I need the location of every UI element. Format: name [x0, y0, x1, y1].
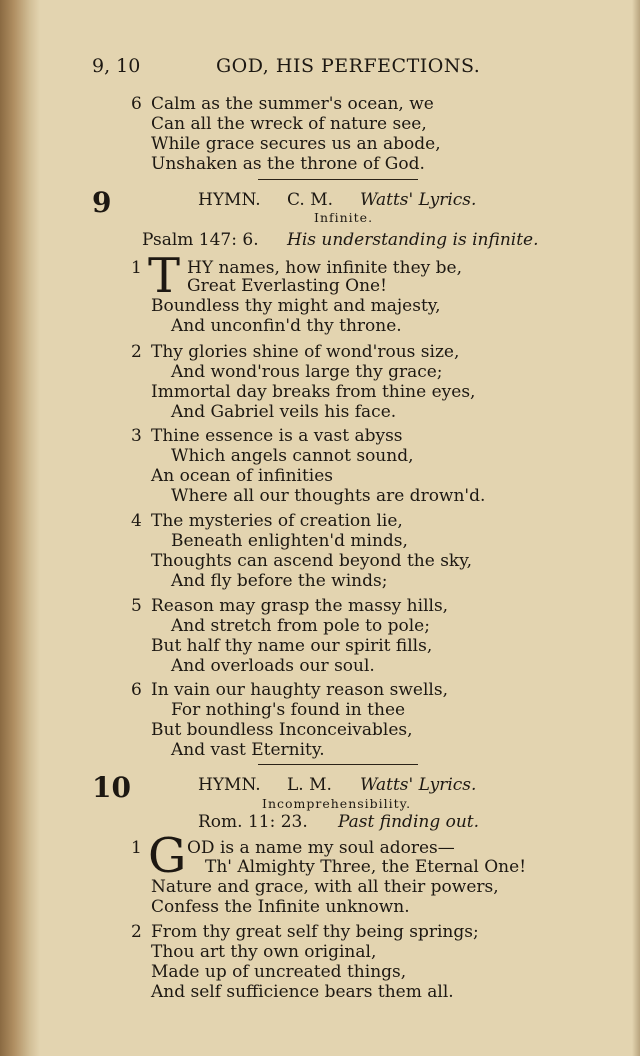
hymn-meter: C. M.: [287, 190, 334, 210]
scripture-text: Past finding out.: [338, 812, 480, 832]
page-numbers: 9, 10: [92, 55, 141, 77]
verse-number: 4: [131, 511, 142, 531]
verse-line: Nature and grace, with all their powers,: [151, 877, 499, 897]
verse-line: Unshaken as the throne of God.: [151, 154, 425, 174]
verse-number: 3: [131, 426, 142, 446]
verse-number: 6: [131, 94, 142, 114]
hymn-topic: Infinite.: [314, 210, 374, 225]
verse-line: But half thy name our spirit fills,: [151, 636, 433, 656]
verse-line: And unconfin'd thy throne.: [171, 316, 402, 336]
verse-number: 1: [131, 258, 142, 278]
verse-line: And self sufficience bears them all.: [151, 982, 454, 1002]
verse-line: Confess the Infinite unknown.: [151, 897, 410, 917]
hymn-topic: Incomprehensibility.: [262, 796, 412, 811]
verse-line: Thou art thy own original,: [151, 942, 377, 962]
drop-cap: T: [148, 248, 181, 304]
verse-line: But boundless Inconceivables,: [151, 720, 413, 740]
verse-line: Made up of uncreated things,: [151, 962, 407, 982]
verse-number: 6: [131, 680, 142, 700]
verse-line: From thy great self thy being springs;: [151, 922, 479, 942]
drop-cap: G: [148, 828, 187, 884]
verse-line: Which angels cannot sound,: [171, 446, 414, 466]
hymn-label: HYMN.: [198, 775, 261, 795]
verse-line: An ocean of infinities: [151, 466, 334, 486]
verse-line: OD is a name my soul adores—: [187, 838, 455, 858]
verse-line: HY names, how infinite they be,: [187, 258, 462, 278]
verse-line: And Gabriel veils his face.: [171, 402, 397, 422]
verse-line: And vast Eternity.: [171, 740, 325, 760]
hymn-source: Watts' Lyrics.: [360, 190, 477, 210]
hymn-number: 10: [92, 771, 131, 804]
verse-line: Boundless thy might and majesty,: [151, 296, 441, 316]
hymn-source: Watts' Lyrics.: [360, 775, 477, 795]
verse-line: And stretch from pole to pole;: [171, 616, 430, 636]
section-divider: [258, 179, 418, 180]
verse-number: 5: [131, 596, 142, 616]
verse-line: While grace secures us an abode,: [151, 134, 441, 154]
verse-line: And wond'rous large thy grace;: [171, 362, 443, 382]
verse-line: Where all our thoughts are drown'd.: [171, 486, 486, 506]
verse-line: Thine essence is a vast abyss: [151, 426, 403, 446]
verse-line: For nothing's found in thee: [171, 700, 406, 720]
verse-line: And overloads our soul.: [171, 656, 375, 676]
verse-line: Calm as the summer's ocean, we: [151, 94, 434, 114]
verse-line: Thy glories shine of wond'rous size,: [151, 342, 460, 362]
verse-line: Beneath enlighten'd minds,: [171, 531, 408, 551]
verse-line: Reason may grasp the massy hills,: [151, 596, 449, 616]
verse-number: 1: [131, 838, 142, 858]
scripture-reference: Psalm 147: 6.: [142, 230, 259, 250]
verse-number: 2: [131, 342, 142, 362]
hymn-meter: L. M.: [287, 775, 332, 795]
section-divider: [258, 764, 418, 765]
hymn-number: 9: [92, 186, 112, 219]
hymn-label: HYMN.: [198, 190, 261, 210]
scripture-text: His understanding is infinite.: [287, 230, 539, 250]
verse-line: Th' Almighty Three, the Eternal One!: [205, 857, 527, 877]
verse-line: Can all the wreck of nature see,: [151, 114, 427, 134]
verse-line: And fly before the winds;: [171, 571, 388, 591]
verse-number: 2: [131, 922, 142, 942]
scripture-reference: Rom. 11: 23.: [198, 812, 308, 832]
verse-line: Great Everlasting One!: [187, 276, 387, 296]
verse-line: The mysteries of creation lie,: [151, 511, 403, 531]
verse-line: In vain our haughty reason swells,: [151, 680, 448, 700]
running-title: GOD, HIS PERFECTIONS.: [216, 55, 481, 77]
verse-line: Thoughts can ascend beyond the sky,: [151, 551, 472, 571]
verse-line: Immortal day breaks from thine eyes,: [151, 382, 476, 402]
